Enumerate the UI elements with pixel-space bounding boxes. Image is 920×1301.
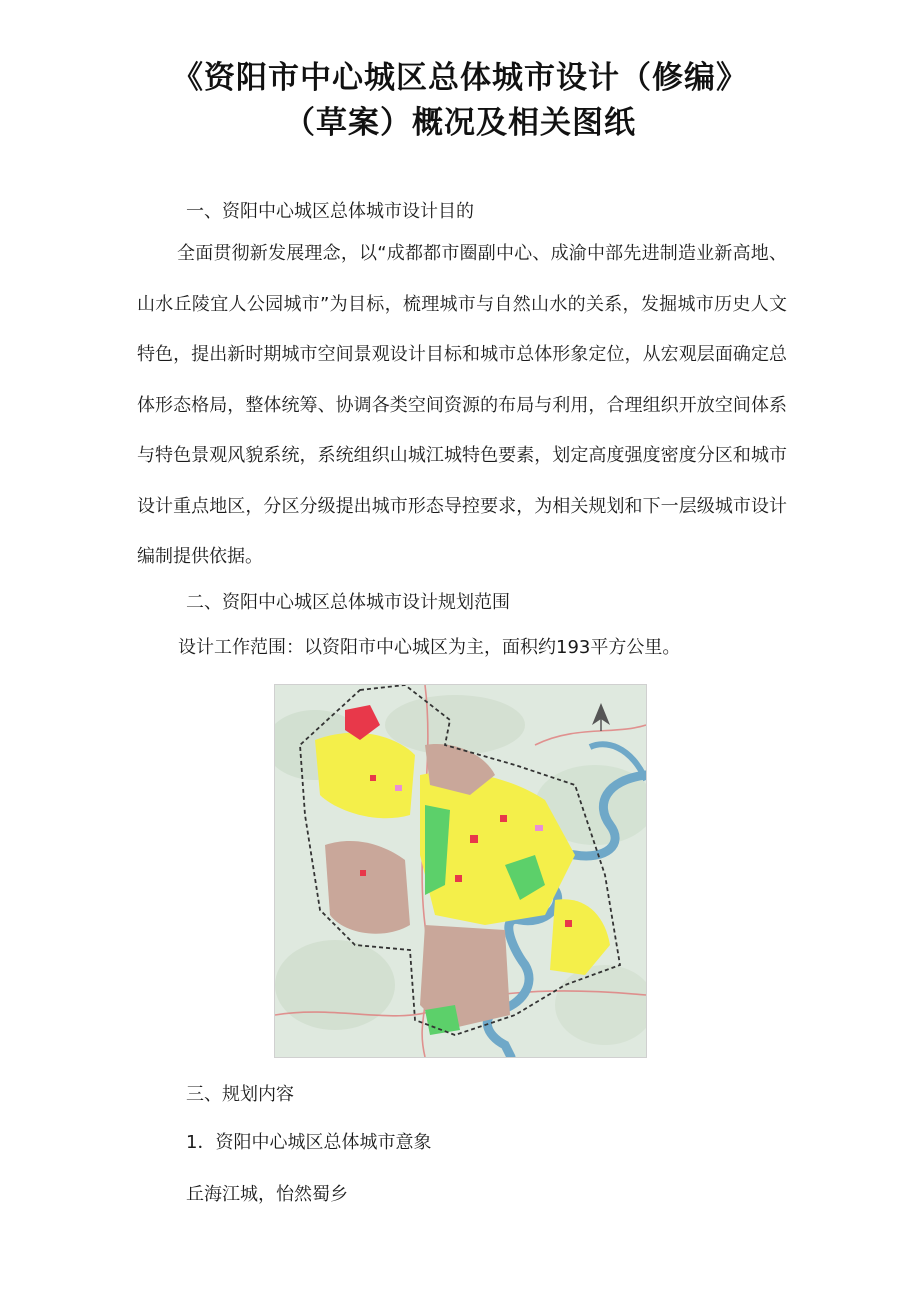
landuse-green-south [425, 1005, 460, 1035]
document-title-line1: 《资阳市中心城区总体城市设计（修编》 [172, 60, 748, 96]
landuse-public-1 [535, 825, 543, 831]
city-image-slogan: 丘海江城，怡然蜀乡 [186, 1184, 348, 1205]
landuse-west-industrial [325, 841, 410, 934]
landuse-commercial-6 [360, 870, 366, 876]
planning-scope-map [274, 684, 647, 1058]
section2-heading: 二、资阳中心城区总体城市设计规划范围 [186, 592, 510, 613]
landuse-commercial-2 [500, 815, 507, 822]
landuse-public-2 [395, 785, 402, 791]
section3-heading: 三、规划内容 [186, 1084, 294, 1105]
section3-subheading: 1．资阳中心城区总体城市意象 [186, 1132, 432, 1153]
landuse-commercial-5 [370, 775, 376, 781]
landuse-commercial-4 [565, 920, 572, 927]
map-figure [275, 685, 646, 1057]
section1-paragraph: 全面贯彻新发展理念，以“成都都市圈副中心、成渝中部先进制造业新高地、山水丘陵宜人公园城市”为目标，梳理城市与自然山水的关系，发掘城市历史人文特色，提出新时期城市空间景观设计目标和城市总体形象定位，从宏观层面确定总体形态格局，整体统筹、协调各类空间资源的布局与利用，合理组织开放空间体系与特色景观风貌系统，系统组织山城江城特色要素，划定高度强度密度分区和城市设计重点地区，分区分级提出城市形态导控要求，为相关规划和下一层级城市设计编制提供依据。 [137, 243, 787, 567]
landuse-commercial-1 [470, 835, 478, 843]
section1-heading: 一、资阳中心城区总体城市设计目的 [186, 201, 474, 222]
document-title-line2: （草案）概况及相关图纸 [284, 105, 636, 141]
landuse-commercial-3 [455, 875, 462, 882]
scope-text: 设计工作范围：以资阳市中心城区为主，面积约193平方公里。 [178, 637, 681, 658]
